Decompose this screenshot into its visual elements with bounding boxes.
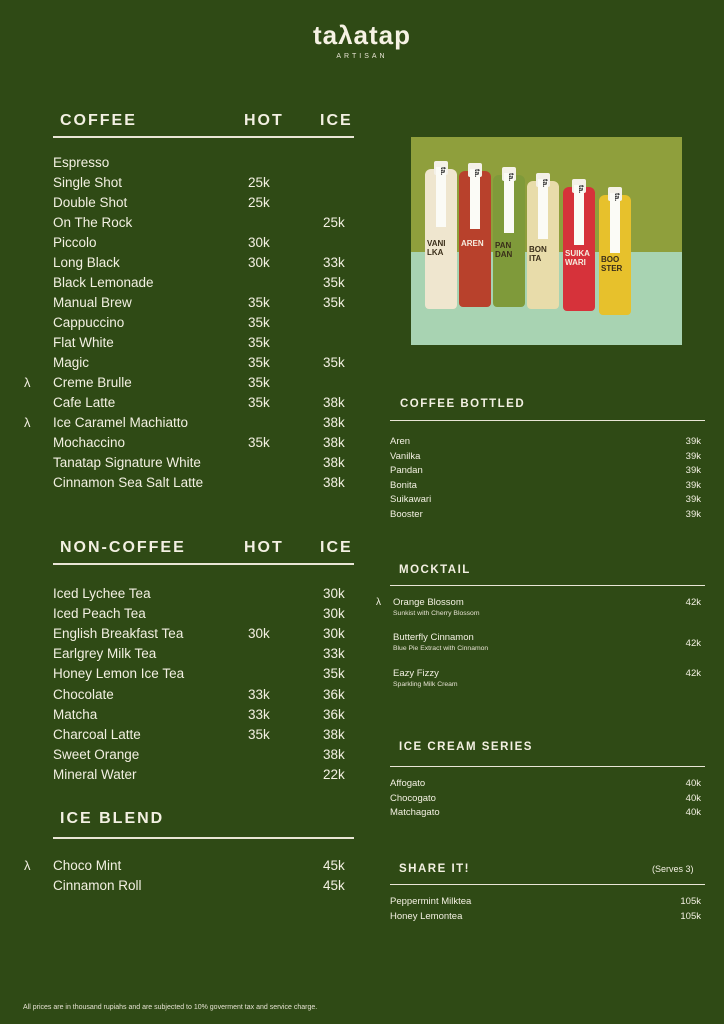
item-hot-price: 35k	[248, 726, 270, 742]
item-description: Sparkling Milk Cream	[393, 681, 458, 688]
logo-subtitle: ARTISAN	[336, 53, 388, 60]
item-ice-price: 38k	[323, 435, 345, 450]
logo-wordmark: taλatap	[312, 20, 412, 50]
item-name: Tanatap Signature White	[53, 455, 201, 470]
item-price: 39k	[685, 436, 701, 447]
item-name: Black Lemonade	[53, 275, 154, 290]
bottle-3	[493, 175, 525, 307]
bottled-coffee-photo	[411, 137, 682, 345]
item-price: 39k	[685, 494, 701, 506]
item-price: 42k	[685, 638, 701, 649]
item-name: Long Black	[53, 255, 120, 270]
noncoffee-item	[53, 705, 353, 725]
item-name: Cafe Latte	[53, 395, 116, 410]
item-price: 40k	[685, 778, 701, 789]
mocktail-item	[393, 667, 701, 681]
item-name: Charcoal Latte	[53, 726, 141, 742]
bottle-2	[459, 171, 491, 307]
noncoffee-ice-header: ICE	[320, 539, 353, 556]
iceblend-item	[53, 856, 353, 876]
bottled-item	[390, 508, 701, 522]
bottled-item	[390, 479, 701, 493]
item-name: Double Shot	[53, 195, 128, 210]
bottle-4	[527, 181, 559, 309]
item-name: Choco Mint	[53, 858, 122, 873]
item-name: Orange Blossom	[393, 597, 464, 608]
noncoffee-hot-header: HOT	[244, 539, 284, 556]
mocktail-divider	[390, 585, 705, 586]
item-hot-price: 25k	[248, 195, 270, 210]
icecream-item	[390, 777, 701, 791]
item-hot-price: 33k	[248, 706, 270, 722]
icecream-divider	[390, 766, 705, 767]
item-ice-price: 30k	[323, 586, 345, 601]
item-ice-price: 36k	[323, 686, 345, 702]
item-ice-price: 30k	[323, 626, 345, 642]
item-ice-price: 36k	[323, 706, 345, 722]
price-disclaimer: All prices are in thousand rupiahs and are subjected to 10% goverment tax and service charge.	[23, 1004, 318, 1011]
item-name: Espresso	[53, 155, 110, 170]
coffee-item	[53, 413, 353, 433]
item-name: Honey Lemon Ice Tea	[53, 666, 185, 682]
item-hot-price: 35k	[248, 375, 270, 390]
bottle-label: BON ITA	[529, 245, 547, 263]
item-name: Honey Lemontea	[390, 910, 463, 922]
item-ice-price: 38k	[323, 726, 345, 742]
coffee-item	[53, 213, 353, 233]
coffee-item	[53, 253, 353, 273]
bottle-tag: ta.	[504, 173, 514, 233]
bottle-6	[599, 195, 631, 315]
item-hot-price: 35k	[248, 355, 270, 370]
signature-marker-icon: λ	[24, 858, 31, 873]
item-description: Blue Pie Extract with Cinnamon	[393, 645, 489, 652]
item-name: Aren	[390, 436, 411, 447]
coffee-item	[53, 453, 353, 473]
item-ice-price: 35k	[323, 275, 345, 290]
item-hot-price: 33k	[248, 686, 270, 702]
bottle-label: PAN DAN	[495, 241, 513, 259]
item-hot-price: 30k	[248, 255, 270, 270]
bottle-tag: ta.	[574, 185, 584, 245]
icecream-section-title: ICE CREAM SERIES	[399, 741, 533, 753]
bottle-label: VANI LKA	[427, 239, 446, 257]
item-ice-price: 33k	[323, 255, 345, 270]
share-serves-note: (Serves 3)	[652, 864, 694, 874]
item-price: 39k	[685, 479, 701, 491]
item-hot-price: 30k	[248, 235, 270, 250]
item-name: Manual Brew	[53, 295, 132, 310]
item-hot-price: 35k	[248, 335, 270, 350]
item-ice-price: 33k	[323, 646, 345, 662]
item-price: 42k	[685, 597, 701, 608]
noncoffee-item	[53, 624, 353, 644]
coffee-item	[53, 333, 353, 353]
bottled-item	[390, 450, 701, 464]
bottle-tag: ta.	[436, 167, 446, 227]
item-name: Iced Lychee Tea	[53, 586, 151, 601]
signature-marker-icon: λ	[376, 597, 381, 608]
bottled-item	[390, 493, 701, 507]
share-divider	[390, 884, 705, 885]
mocktail-section-title: MOCKTAIL	[399, 564, 471, 576]
item-name: Eazy Fizzy	[393, 668, 439, 679]
iceblend-divider	[53, 837, 354, 839]
item-name: Matcha	[53, 706, 98, 722]
bottle-tag: ta.	[538, 179, 548, 239]
item-price: 105k	[680, 910, 701, 922]
item-ice-price: 30k	[323, 606, 345, 622]
item-ice-price: 22k	[323, 766, 345, 782]
item-hot-price: 25k	[248, 175, 270, 190]
item-name: Cappuccino	[53, 315, 125, 330]
item-name: Earlgrey Milk Tea	[53, 646, 157, 662]
item-hot-price: 35k	[248, 315, 270, 330]
noncoffee-item	[53, 604, 353, 624]
bottled-divider	[390, 420, 705, 421]
coffee-item	[53, 393, 353, 413]
item-ice-price: 38k	[323, 746, 345, 762]
bottle-5	[563, 187, 595, 311]
coffee-item	[53, 173, 353, 193]
coffee-item	[53, 373, 353, 393]
item-hot-price: 35k	[248, 295, 270, 310]
item-ice-price: 25k	[323, 215, 345, 230]
brand-logo	[0, 20, 724, 60]
item-name: Iced Peach Tea	[53, 606, 146, 622]
coffee-item	[53, 153, 353, 173]
item-name: Single Shot	[53, 175, 123, 190]
item-name: Cinnamon Sea Salt Latte	[53, 475, 204, 490]
coffee-hot-header: HOT	[244, 112, 284, 129]
item-name: Chocogato	[390, 792, 436, 804]
item-description: Sunkist with Cherry Blossom	[393, 610, 480, 617]
item-ice-price: 38k	[323, 395, 345, 410]
item-name: Magic	[53, 355, 90, 370]
bottle-1	[425, 169, 457, 309]
noncoffee-item	[53, 745, 353, 765]
item-hot-price: 35k	[248, 435, 270, 450]
noncoffee-item	[53, 584, 353, 604]
iceblend-section-title: ICE BLEND	[60, 810, 165, 827]
item-name: Ice Caramel Machiatto	[53, 415, 189, 430]
noncoffee-item	[53, 685, 353, 705]
signature-marker-icon: λ	[24, 415, 31, 430]
share-section-title: SHARE IT!	[399, 863, 470, 875]
item-name: Affogato	[390, 778, 426, 789]
bottle-label: SUIKA WARI	[565, 249, 590, 267]
bottle-label: BOO STER	[601, 255, 623, 273]
item-name: Sweet Orange	[53, 746, 140, 762]
noncoffee-item	[53, 765, 353, 785]
noncoffee-item	[53, 644, 353, 664]
item-name: Peppermint Milktea	[390, 896, 472, 907]
item-price: 105k	[680, 896, 701, 907]
iceblend-item	[53, 876, 353, 896]
mocktail-item	[393, 596, 701, 610]
item-price: 40k	[685, 807, 701, 818]
item-price: 39k	[685, 509, 701, 520]
coffee-divider	[53, 136, 354, 138]
signature-marker-icon: λ	[24, 375, 31, 390]
bottled-item	[390, 435, 701, 449]
coffee-item	[53, 313, 353, 333]
share-item	[390, 910, 701, 924]
coffee-section-title: COFFEE	[60, 112, 137, 129]
item-name: Matchagato	[390, 807, 440, 818]
item-name: Butterfly Cinnamon	[393, 632, 474, 643]
coffee-item	[53, 473, 353, 493]
bottled-item	[390, 464, 701, 478]
item-price: 42k	[685, 668, 701, 679]
bottled-section-title: COFFEE BOTTLED	[400, 398, 526, 410]
coffee-item	[53, 233, 353, 253]
noncoffee-item	[53, 725, 353, 745]
share-item	[390, 895, 701, 909]
coffee-ice-header: ICE	[320, 112, 353, 129]
item-ice-price: 35k	[323, 295, 345, 310]
item-ice-price: 45k	[323, 878, 345, 893]
item-name: Chocolate	[53, 686, 114, 702]
item-ice-price: 38k	[323, 415, 345, 430]
item-name: Bonita	[390, 479, 417, 491]
item-price: 39k	[685, 450, 701, 462]
item-ice-price: 38k	[323, 455, 345, 470]
item-name: Mochaccino	[53, 435, 126, 450]
noncoffee-divider	[53, 563, 354, 565]
coffee-item	[53, 273, 353, 293]
bottle-tag: ta.	[610, 193, 620, 253]
item-ice-price: 45k	[323, 858, 345, 873]
item-name: Cinnamon Roll	[53, 878, 142, 893]
noncoffee-section-title: NON-COFFEE	[60, 539, 186, 556]
item-ice-price: 35k	[323, 666, 345, 682]
item-name: On The Rock	[53, 215, 133, 230]
coffee-item	[53, 293, 353, 313]
item-hot-price: 35k	[248, 395, 270, 410]
item-ice-price: 38k	[323, 475, 345, 490]
item-price: 39k	[685, 465, 701, 477]
bottle-tag: ta.	[470, 169, 480, 229]
item-name: Flat White	[53, 335, 114, 350]
coffee-item	[53, 433, 353, 453]
coffee-item	[53, 353, 353, 373]
item-name: English Breakfast Tea	[53, 626, 184, 642]
item-name: Booster	[390, 509, 423, 520]
item-name: Suikawari	[390, 494, 432, 506]
icecream-item	[390, 806, 701, 820]
noncoffee-item	[53, 664, 353, 684]
item-hot-price: 30k	[248, 626, 270, 642]
item-name: Vanilka	[390, 450, 421, 462]
coffee-item	[53, 193, 353, 213]
item-price: 40k	[685, 792, 701, 804]
item-name: Mineral Water	[53, 766, 137, 782]
item-name: Creme Brulle	[53, 375, 132, 390]
bottle-label: AREN	[461, 239, 484, 248]
item-name: Pandan	[390, 465, 423, 477]
item-ice-price: 35k	[323, 355, 345, 370]
item-name: Piccolo	[53, 235, 97, 250]
icecream-item	[390, 792, 701, 806]
